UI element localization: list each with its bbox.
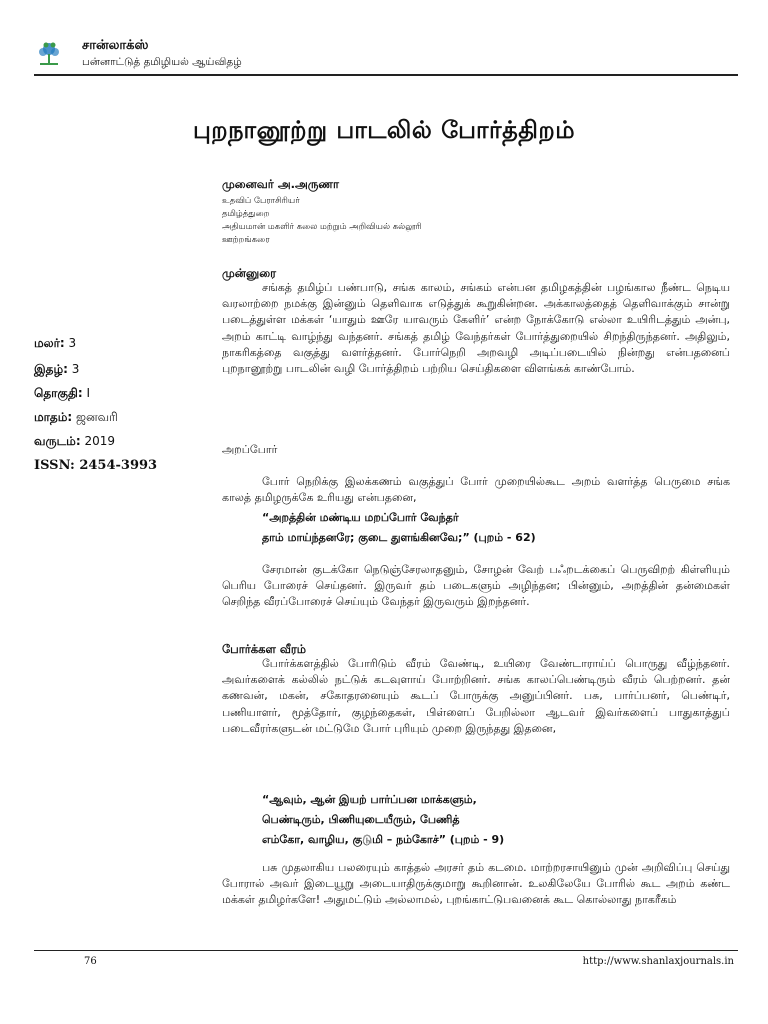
section-heading-introduction: முன்னுரை xyxy=(222,266,277,280)
quote-puram-9-line: “ஆவும், ஆன் இயற் பார்ப்பன மாக்களும், xyxy=(262,793,477,806)
journal-url-link[interactable]: http://www.shanlaxjournals.in xyxy=(582,956,734,967)
author-affiliation-line: ஊற்றங்கரை xyxy=(222,235,270,245)
quote-puram-9-line: எம்கோ, வாழிய, குடுமி – நம்கோச்” (புறம் - 9) xyxy=(262,833,505,846)
meta-part: தொகுதி: I xyxy=(34,386,91,400)
meta-year: வருடம்: 2019 xyxy=(34,434,115,448)
paragraph-king-duty: பசு முதலாகிய பலரையும் காத்தல் அரசர் தம் கடமை. மாற்றரசாயினும் முன் அறிவிப்பு செய்து போரால் அவர் இடையூறு அடையாதிருக்குமாறு கூறினான். உலகிலேயே போரில் கூட அறம் கண்ட மக்கள் தமிழர்களே! அதுமட்டும் அல்லாமல், புறங்காட்டுபவனைக் கூட கொல்லாது நாகரீகம் xyxy=(222,861,730,907)
footer-divider xyxy=(34,950,738,951)
paragraph-introduction: சங்கத் தமிழ்ப் பண்பாடு, சங்க காலம், சங்கம் என்பன தமிழகத்தின் பழங்கால நீண்ட நெடிய வரலாற்றை நமக்கு இன்னும் தெளிவாக எடுத்துக் கூறுகின்றன. அக்காலத்தைத் தெளிவாக்கும் சான்று படைத்துள்ள மக்கள் ‘யாதும் ஊரே யாவரும் கேளிர்’ என்ற நோக்கோடு எல்லா உயிரிடத்தும் அன்பு, அறம் காட்டி வாழ்ந்து வந்தனர். சங்கத் தமிழ் வேந்தர்கள் போர்த்துறையில் சிறந்திருந்தனர். அதிலும், நாகரிகத்தை வகுத்து வளர்த்தனர். போர்நெறி அறவழி அடிப்படையில் நின்றது என்பதனைப் புறநானூற்று பாடலின் வழி போர்த்திறம் பற்றிய செய்திகளை விளங்கக் காண்போம். xyxy=(222,281,730,376)
author-affiliation-line: உதவிப் பேராசிரியர் xyxy=(222,196,300,206)
page-number: 76 xyxy=(84,956,97,967)
paragraph-chera-chola: சேரமான் குடக்கோ நெடுஞ்சேரலாதனும், சோழன் வேற் பஃறடக்கைப் பெருவிறற் கிள்ளியும் பெரிய போரைச் செய்தனர். இருவர் தம் படைகளும் அழிந்தன; பின்னும், அறத்தின் தன்மைகள் செறிந்த வீரப்போரைச் செய்யும் வேந்தர் இருவரும் இறந்தனர். xyxy=(222,563,730,609)
section-heading-battlefield-valour: போர்க்கள வீரம் xyxy=(222,642,307,656)
article-title: புறநானூற்று பாடலில் போர்த்திறம் xyxy=(192,116,576,144)
meta-volume: மலர்: 3 xyxy=(34,336,77,350)
journal-subtitle: பன்னாட்டுத் தமிழியல் ஆய்விதழ் xyxy=(82,56,242,68)
author-affiliation-line: தமிழ்த்துறை xyxy=(222,209,270,219)
quote-puram-9-line: பெண்டிரும், பிணியுடையீரும், பேணித் xyxy=(262,813,460,826)
journal-brand: சான்லாக்ஸ் xyxy=(82,38,149,53)
paragraph-battlefield-valour: போர்க்களத்தில் போரிடும் வீரம் வேண்டி, உயிரை வேண்டாராய்ப் பொருது வீழ்ந்தனர். அவர்களைக் கல்லில் நட்டுக் கடவுளாய் போற்றினர். சங்க காலப்பெண்டிரும் வீரம் பெற்றனர். தன் கணவன், மகன், சகோதரனையும் கூடப் போருக்கு அனுப்பினர். பசு, பார்ப்பனர், பெண்டிர், பணியாளர், மூத்தோர், குழந்தைகள், பிள்ளைப் பேறில்லா ஆடவர் இவர்களைப் பாதுகாத்துப் படைவீரர்களுடன் மட்டுமே போர் புரியும் முறை இருந்தது இதனை, xyxy=(222,657,730,735)
author-name: முனைவர் அ.அருணா xyxy=(222,177,340,191)
meta-issue: இதழ்: 3 xyxy=(34,362,80,376)
meta-issn: ISSN: 2454-3993 xyxy=(34,458,158,473)
author-affiliation-line: அதியமான் மகளிர் கலை மற்றும் அறிவியல் கல்லூரி xyxy=(222,222,422,232)
section-heading-righteous-war: அறப்போர் xyxy=(222,443,278,456)
tree-logo-icon xyxy=(34,40,64,68)
quote-puram-62-line: “அறத்தின் மண்டிய மறப்போர் வேந்தர் xyxy=(262,511,459,524)
quote-puram-62-line: தாம் மாய்ந்தனரே; குடை துளங்கினவே;” (புறம் - 62) xyxy=(262,531,536,544)
paragraph-war-ethics: போர் நெறிக்கு இலக்கணம் வகுத்துப் போர் முறையில்கூட அறம் வளர்த்த பெருமை சங்க காலத் தமிழருக்கே உரியது என்பதனை, xyxy=(222,475,730,505)
header-divider xyxy=(34,74,738,76)
meta-month: மாதம்: ஜனவரி xyxy=(34,410,118,424)
